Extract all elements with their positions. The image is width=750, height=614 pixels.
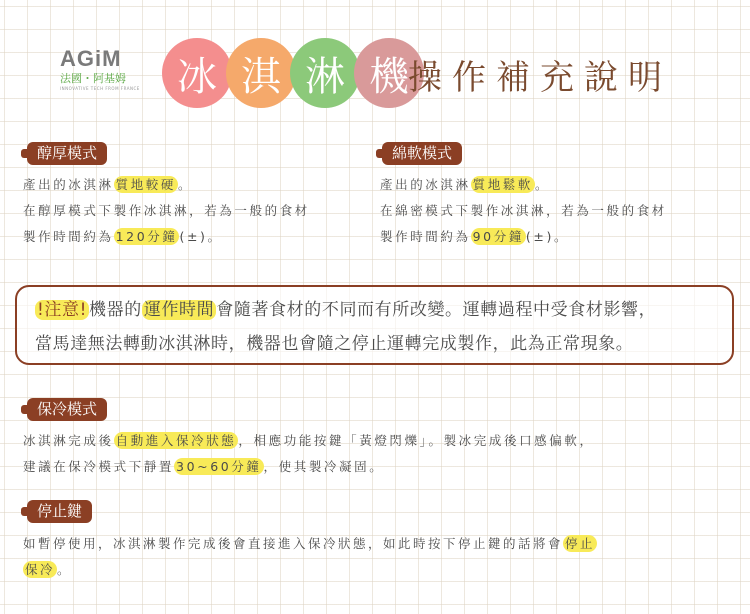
label-tab	[21, 507, 27, 516]
stop-line-2: 保冷 。	[25, 562, 73, 577]
notice-box	[15, 285, 734, 365]
title-circle-2: 淇	[226, 38, 296, 108]
brand-tagline: INNOVATIVE TECH FROM FRANCE	[60, 86, 140, 91]
keep-line-1: 冰淇淋完成後 自動進入保冷狀態 ，相應功能按鍵「黃燈閃爍」。製冰完成後口感偏軟，	[23, 433, 595, 448]
keep-line-2: 建議在保冷模式下靜置 30~60分鐘 ，使其製冷凝固。	[23, 459, 385, 474]
rich-line-2: 在醇厚模式下製作冰淇淋，若為一般的食材	[23, 203, 310, 218]
stop-key-text	[23, 531, 597, 583]
title-circle-1: 冰	[162, 38, 232, 108]
soft-line-2: 在綿密模式下製作冰淇淋，若為一般的食材	[380, 203, 667, 218]
title-circles	[162, 38, 418, 108]
soft-line-3: 製作時間約為 90分鐘 (±)。	[380, 229, 570, 244]
notice-line-1: !注意! 機器的 運作時間 會隨著食材的不同而有所改變。運轉過程中受食材影響，	[37, 300, 657, 320]
notice-line-2: 當馬達無法轉動冰淇淋時，機器也會隨之停止運轉完成製作，此為正常現象。	[35, 334, 634, 354]
soft-mode-text	[380, 172, 667, 250]
rich-mode-text	[23, 172, 310, 250]
rich-mode-label: 醇厚模式	[27, 142, 107, 165]
rich-line-3: 製作時間約為 120分鐘 (±)。	[23, 229, 223, 244]
brand-subtitle: 法國・阿基姆	[60, 72, 126, 85]
keep-cool-text	[23, 428, 595, 480]
rich-line-1: 產出的冰淇淋 質地較硬 。	[23, 177, 194, 192]
soft-mode-label: 綿軟模式	[382, 142, 462, 165]
label-tab	[21, 149, 27, 158]
title-circle-4: 機	[354, 38, 424, 108]
brand-name: AGiM	[60, 46, 122, 71]
page-title: 操作補充說明	[408, 58, 672, 98]
label-tab	[21, 405, 27, 414]
soft-line-1: 產出的冰淇淋 質地鬆軟 。	[380, 177, 551, 192]
label-tab	[376, 149, 382, 158]
title-circle-3: 淋	[290, 38, 360, 108]
warning-prefix: !注意!	[37, 300, 88, 320]
stop-line-1: 如暫停使用，冰淇淋製作完成後會直接進入保冷狀態，如此時按下停止鍵的話將會 停止	[23, 536, 596, 551]
stop-key-label: 停止鍵	[27, 500, 92, 523]
keep-cool-label: 保冷模式	[27, 398, 107, 421]
brand-logo	[60, 48, 155, 100]
